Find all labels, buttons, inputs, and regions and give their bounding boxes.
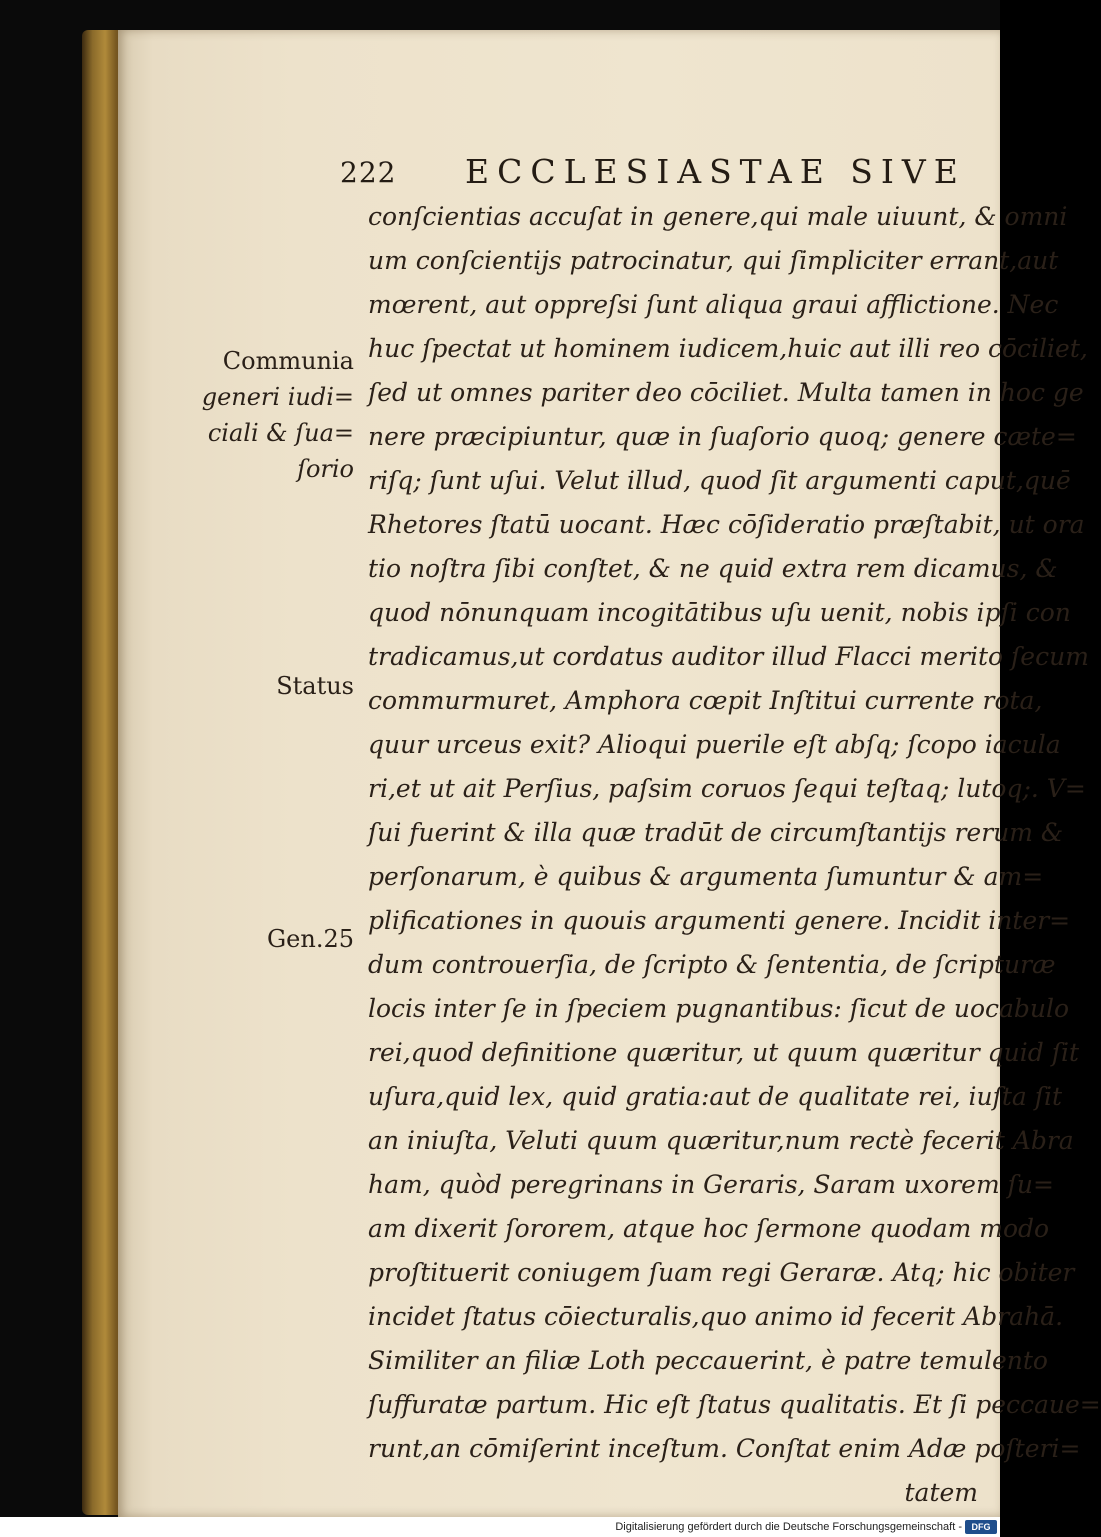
text-line: commurmuret, Amphora cœpit Inſtitui currente rota, [368,686,1043,715]
catchword: tatem [904,1478,978,1507]
text-line: quod nōnunquam incogitātibus uſu uenit, nobis ipſi con [368,598,1071,627]
text-line: ham, quòd peregrinans in Geraris, Saram uxorem ſu= [368,1170,1054,1199]
text-line: am dixerit ſororem, atque hoc ſermone quodam modo [368,1214,1050,1243]
text-line: quur urceus exit? Alioqui puerile eſt abſq; ſcopo iacula [368,730,1061,759]
text-line: perſonarum, è quibus & argumenta ſumuntur & am= [368,862,1044,891]
main-text-block [368,195,1101,1515]
text-line: plificationes in quouis argumenti genere. Incidit inter= [368,906,1071,935]
text-line: riſq; ſunt uſui. Velut illud, quod ſit argumenti caput,quē [368,466,1071,495]
text-line: huc ſpectat ut hominem iudicem,huic aut illi reo cōciliet, [368,334,1088,363]
text-line: ſuffuratæ partum. Hic eſt ſtatus qualitatis. Et ſi peccaue= [368,1390,1101,1419]
marginal-notes [0,0,362,1537]
marginal-note-communia: Communia [222,347,354,375]
marginal-note-status: Status [276,672,354,700]
text-line: Similiter an filiæ Loth peccauerint, è patre temulento [368,1346,1048,1375]
marginal-note-communia-line3: ciali & ſua= [207,419,354,447]
text-line: incidet ſtatus cōiecturalis,quo animo id fecerit Abrahā. [368,1302,1064,1331]
text-line: tradicamus,ut cordatus auditor illud Flacci merito ſecum [368,642,1089,671]
text-line: dum controuerſia, de ſcripto & ſententia, de ſcripturæ [368,950,1056,979]
running-head: ECCLESIASTAE SIVE [465,152,966,191]
digitization-credit: Digitalisierung gefördert durch die Deutsche Forschungsgemeinschaft - [615,1521,962,1533]
text-line: ri,et ut ait Perſius, paſsim coruos ſequi teſtaq; lutoq;. V= [368,774,1086,803]
text-line: ſui fuerint & illa quæ tradūt de circumſtantijs rerum & [368,818,1064,847]
text-line: mœrent, aut oppreſsi ſunt aliqua graui afflictione. Nec [368,290,1059,319]
marginal-note-genesis-reference: Gen.25 [267,925,354,953]
text-line: locis inter ſe in ſpeciem pugnantibus: ſicut de uocabulo [368,994,1070,1023]
text-line: conſcientias accuſat in genere,qui male uiuunt, & omni [368,202,1068,231]
dfg-logo: DFG [965,1520,997,1534]
text-line: tio noſtra ſibi conſtet, & ne quid extra rem dicamus, & [368,554,1058,583]
marginal-note-communia-line4: ſorio [297,455,354,483]
text-line: an iniuſta, Veluti quum quæritur,num rectè fecerit Abra [368,1126,1074,1155]
text-line: proſtituerit coniugem ſuam regi Geraræ. Atq; hic obiter [368,1258,1075,1287]
page-number: 222 [340,156,397,189]
text-line: um conſcientijs patrocinatur, qui ſimpliciter errant,aut [368,246,1059,275]
text-line: rei,quod definitione quæritur, ut quum quæritur quid ſit [368,1038,1079,1067]
text-line: Rhetores ſtatū uocant. Hæc cōſideratio præſtabit, ut ora [368,510,1085,539]
text-line: runt,an cōmiſerint inceſtum. Conſtat enim Adæ poſteri= [368,1434,1081,1463]
marginal-note-communia-line2: generi iudi= [201,383,354,411]
text-line: ſed ut omnes pariter deo cōciliet. Multa tamen in hoc ge [368,378,1084,407]
text-line: nere præcipiuntur, quæ in ſuaſorio quoq; genere cæte= [368,422,1077,451]
text-line: uſura,quid lex, quid gratia:aut de qualitate rei, iuſta ſit [368,1082,1063,1111]
